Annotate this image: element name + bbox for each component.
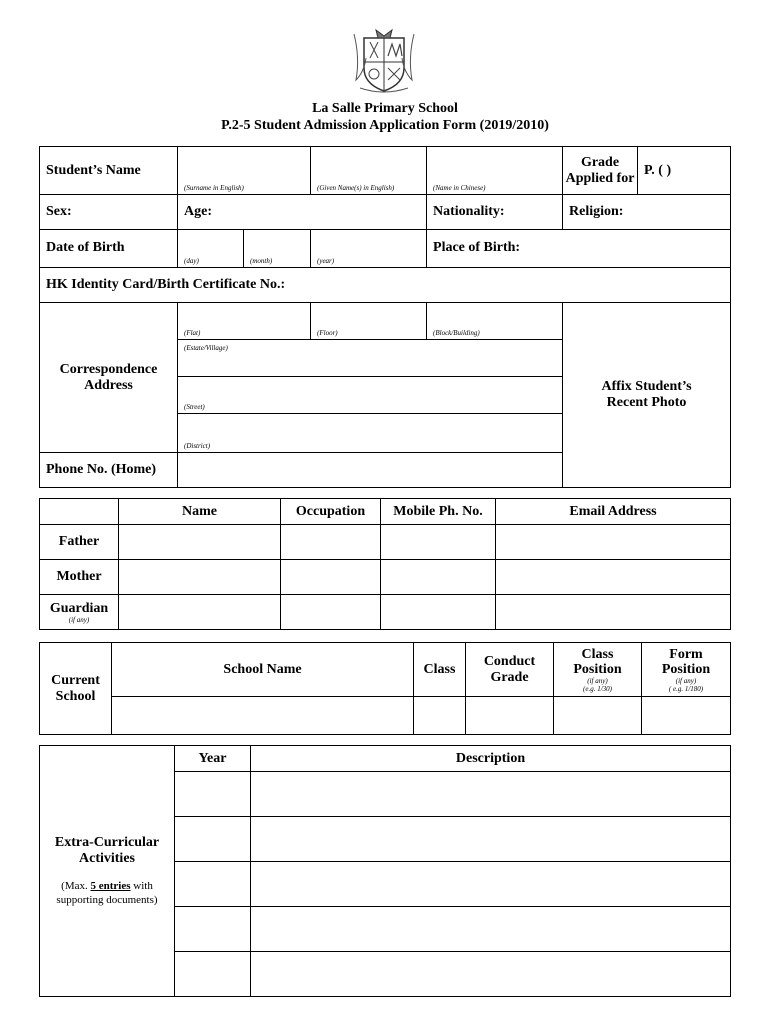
floor-field[interactable]: (Floor) bbox=[311, 303, 427, 340]
home-phone-field[interactable] bbox=[178, 453, 563, 488]
class-position-field[interactable] bbox=[554, 697, 642, 735]
occupation-header: Occupation bbox=[281, 499, 381, 525]
father-label: Father bbox=[40, 525, 119, 560]
eca-description-field[interactable] bbox=[251, 907, 731, 952]
parents-corner-cell bbox=[40, 499, 119, 525]
father-mobile-field[interactable] bbox=[381, 525, 496, 560]
eca-label: Extra-Curricular Activities bbox=[54, 835, 160, 866]
dob-month-field[interactable]: (month) bbox=[244, 230, 311, 268]
chinese-name-field[interactable]: (Name in Chinese) bbox=[427, 147, 563, 195]
description-header: Description bbox=[251, 746, 731, 772]
eca-description-field[interactable] bbox=[251, 772, 731, 817]
eca-note: (Max. 5 entries with supporting documents) bbox=[56, 880, 158, 906]
school-name-header: School Name bbox=[112, 643, 414, 697]
mother-email-field[interactable] bbox=[496, 560, 731, 595]
father-occupation-field[interactable] bbox=[281, 525, 381, 560]
estate-village-field[interactable]: (Estate/Village) bbox=[178, 340, 563, 377]
guardian-name-field[interactable] bbox=[119, 595, 281, 630]
form-position-field[interactable] bbox=[642, 697, 731, 735]
eca-year-field[interactable] bbox=[175, 862, 251, 907]
place-of-birth-label[interactable]: Place of Birth: bbox=[427, 230, 731, 268]
mother-name-field[interactable] bbox=[119, 560, 281, 595]
mobile-header: Mobile Ph. No. bbox=[381, 499, 496, 525]
eca-year-field[interactable] bbox=[175, 952, 251, 997]
guardian-mobile-field[interactable] bbox=[381, 595, 496, 630]
eca-year-field[interactable] bbox=[175, 817, 251, 862]
dob-label: Date of Birth bbox=[40, 230, 178, 268]
mother-mobile-field[interactable] bbox=[381, 560, 496, 595]
guardian-label: Guardian (if any) bbox=[40, 595, 119, 630]
block-building-field[interactable]: (Block/Building) bbox=[427, 303, 563, 340]
surname-field[interactable]: (Surname in English) bbox=[178, 147, 311, 195]
age-label[interactable]: Age: bbox=[178, 195, 427, 230]
guardian-email-field[interactable] bbox=[496, 595, 731, 630]
student-name-label: Student’s Name bbox=[40, 147, 178, 195]
eca-description-field[interactable] bbox=[251, 952, 731, 997]
grade-applied-label: Grade Applied for bbox=[563, 147, 638, 195]
school-crest-logo bbox=[350, 28, 418, 94]
flat-field[interactable]: (Flat) bbox=[178, 303, 311, 340]
home-phone-label: Phone No. (Home) bbox=[40, 453, 178, 488]
dob-day-field[interactable]: (day) bbox=[178, 230, 244, 268]
eca-year-field[interactable] bbox=[175, 772, 251, 817]
given-name-field[interactable]: (Given Name(s) in English) bbox=[311, 147, 427, 195]
class-field[interactable] bbox=[414, 697, 466, 735]
eca-table bbox=[39, 745, 731, 997]
current-school-label: Current School bbox=[40, 643, 112, 735]
photo-box: Affix Student’s Recent Photo bbox=[563, 303, 731, 488]
guardian-occupation-field[interactable] bbox=[281, 595, 381, 630]
dob-year-field[interactable]: (year) bbox=[311, 230, 427, 268]
eca-year-field[interactable] bbox=[175, 907, 251, 952]
guardian-note: (if any) bbox=[68, 615, 90, 624]
email-header: Email Address bbox=[496, 499, 731, 525]
school-name-field[interactable] bbox=[112, 697, 414, 735]
conduct-grade-header: Conduct Grade bbox=[466, 643, 554, 697]
district-field[interactable]: (District) bbox=[178, 414, 563, 453]
class-header: Class bbox=[414, 643, 466, 697]
class-position-header: Class Position (if any) (e.g. 1/30) bbox=[554, 643, 642, 697]
street-field[interactable]: (Street) bbox=[178, 377, 563, 414]
father-email-field[interactable] bbox=[496, 525, 731, 560]
school-name: La Salle Primary School bbox=[312, 101, 458, 116]
parents-table bbox=[39, 498, 731, 630]
grade-applied-field[interactable]: P. ( ) bbox=[638, 147, 731, 195]
hkid-label[interactable]: HK Identity Card/Birth Certificate No.: bbox=[40, 268, 731, 303]
form-title: P.2-5 Student Admission Application Form (2019/2010) bbox=[221, 118, 549, 133]
year-header: Year bbox=[175, 746, 251, 772]
name-header: Name bbox=[119, 499, 281, 525]
student-particulars-table bbox=[39, 146, 731, 488]
mother-label: Mother bbox=[40, 560, 119, 595]
eca-description-field[interactable] bbox=[251, 862, 731, 907]
father-name-field[interactable] bbox=[119, 525, 281, 560]
religion-label[interactable]: Religion: bbox=[563, 195, 731, 230]
eca-label-cell bbox=[40, 746, 175, 997]
eca-description-field[interactable] bbox=[251, 817, 731, 862]
sex-label[interactable]: Sex: bbox=[40, 195, 178, 230]
form-position-header: Form Position (if any) ( e.g. 1/180) bbox=[642, 643, 731, 697]
correspondence-address-label: Correspondence Address bbox=[40, 303, 178, 453]
current-school-table bbox=[39, 642, 731, 735]
nationality-label[interactable]: Nationality: bbox=[427, 195, 563, 230]
conduct-grade-field[interactable] bbox=[466, 697, 554, 735]
mother-occupation-field[interactable] bbox=[281, 560, 381, 595]
